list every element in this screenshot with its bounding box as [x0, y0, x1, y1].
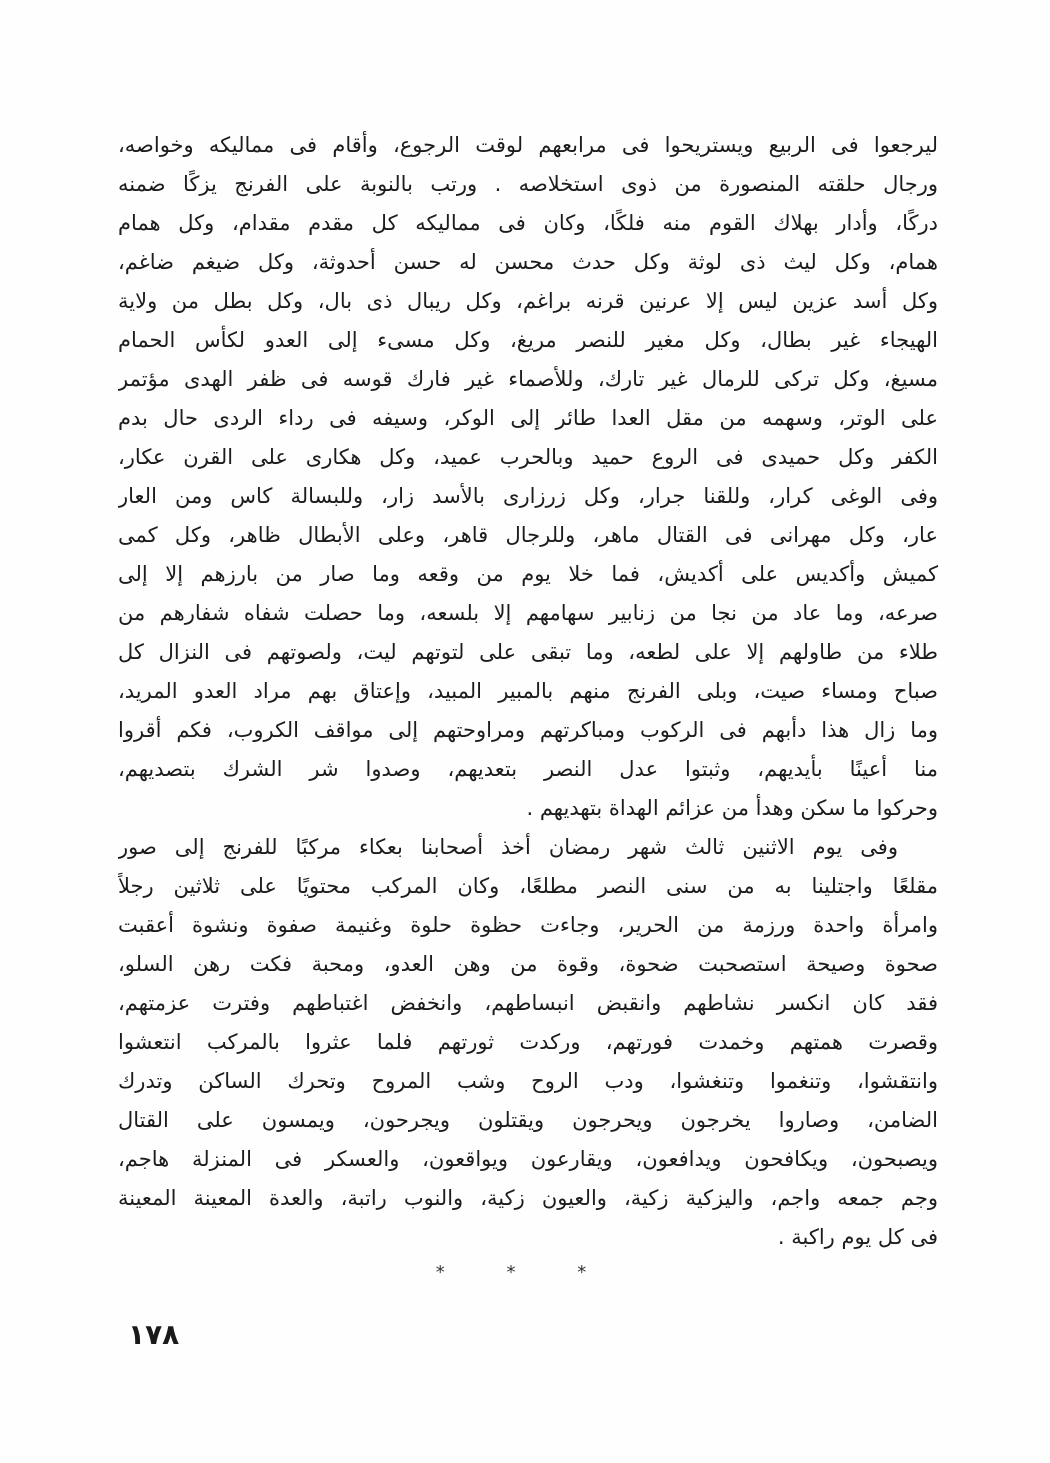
text-line: صباح ومساء صيت، وبلى الفرنج منهم بالمبير المبيد، وإعتاق بهم مراد العدو المريد،: [118, 679, 938, 703]
text-line: وكل أسد عزين ليس إلا عرنين قرنه براغم، وكل ريبال ذى بال، وكل بطل من ولاية: [118, 289, 938, 313]
text-line: وفى يوم الاثنين ثالث شهر رمضان أخذ أصحابنا بعكاء مركبًا للفرنج إلى صور: [118, 835, 898, 859]
text-line: الكفر وكل حميدى فى الروع حميد وبالحرب عميد، وكل هكارى على القرن عكار،: [118, 445, 938, 469]
text-line: عار، وكل مهرانى فى القتال ماهر، وللرجال قاهر، وعلى الأبطال ظاهر، وكل كمى: [118, 523, 938, 547]
text-line: وجم جمعه واجم، واليزكية زكية، والعيون زكية، والنوب راتبة، والعدة المعينة المعينة: [118, 1186, 938, 1210]
paragraph: [118, 828, 938, 1257]
text-line: كميش وأكديس على أكديش، فما خلا يوم من وقعه وما صار من بارزهم إلا إلى: [118, 562, 938, 586]
text-line: فقد كان انكسر نشاطهم وانقبض انبساطهم، وانخفض اغتباطهم وفترت عزمتهم،: [118, 991, 938, 1015]
section-separator: * * *: [435, 1262, 615, 1283]
text-line: صرعه، وما عاد من نجا من زنابير سهامهم إلا بلسعه، وما حصلت شفاه شفارهم من: [118, 601, 938, 625]
text-line: على الوتر، وسهمه من مقل العدا طائر إلى الوكر، وسيفه فى رداء الردى حال بدم: [118, 406, 938, 430]
text-line: صحوة وصيحة استصحبت ضحوة، وقوة من وهن العدو، ومحبة فكت رهن السلو،: [118, 952, 938, 976]
text-line: الهيجاء غير بطال، وكل مغير للنصر مريغ، وكل مسىء إلى العدو لكأس الحمام: [118, 328, 938, 352]
text-line: وامرأة واحدة ورزمة من الحرير، وجاءت حظوة حلوة وغنيمة صفوة ونشوة أعقبت: [118, 913, 938, 937]
page-number: ١٧٨: [128, 1318, 180, 1351]
text-line: فى كل يوم راكبة .: [777, 1225, 938, 1249]
body-text: [118, 126, 938, 1257]
text-line: همام، وكل ليث ذى لوثة وكل حدث محسن له حسن أحدوثة، وكل ضيغم ضاغم،: [118, 250, 938, 274]
text-line: وحركوا ما سكن وهدأ من عزائم الهداة بتهديهم .: [526, 796, 938, 820]
text-line: الضامن، وصاروا يخرجون ويحرجون ويقتلون ويجرحون، ويمسون على القتال: [118, 1108, 938, 1132]
text-line: ليرجعوا فى الربيع ويستريحوا فى مرابعهم لوقت الرجوع، وأقام فى مماليكه وخواصه،: [118, 133, 938, 157]
text-line: مسيغ، وكل تركى للرمال غير تارك، وللأصماء غير فارك قوسه فى ظفر الهدى مؤتمر: [118, 367, 938, 391]
text-line: منا أعينًا بأيديهم، وثبتوا عدل النصر بتعديهم، وصدوا شر الشرك بتصديهم،: [118, 757, 938, 781]
text-line: مقلعًا واجتلينا به من سنى النصر مطلعًا، وكان المركب محتويًا على ثلاثين رجلاً: [118, 874, 938, 898]
text-line: وانتقشوا، وتنغموا وتنغشوا، ودب الروح وشب المروح وتحرك الساكن وتدرك: [118, 1069, 938, 1093]
text-line: ويصبحون، ويكافحون ويدافعون، ويقارعون ويواقعون، والعسكر فى المنزلة هاجم،: [118, 1147, 938, 1171]
text-line: دركًا، وأدار بهلاك القوم منه فلكًا، وكان فى مماليكه كل مقدم مقدام، وكل همام: [118, 211, 938, 235]
text-line: ورجال حلقته المنصورة من ذوى استخلاصه . ورتب بالنوبة على الفرنج يزكًا ضمنه: [118, 172, 938, 196]
text-line: وفى الوغى كرار، وللقنا جرار، وكل زرزارى بالأسد زار، وللبسالة كاس ومن العار: [118, 484, 938, 508]
paragraph: [118, 126, 938, 828]
text-line: وقصرت همتهم وخمدت فورتهم، وركدت ثورتهم فلما عثروا بالمركب انتعشوا: [118, 1030, 938, 1054]
text-line: وما زال هذا دأبهم فى الركوب ومباكرتهم ومراوحتهم إلى مواقف الكروب، فكم أقروا: [118, 718, 938, 742]
text-line: طلاء من طاولهم إلا على لطعه، وما تبقى على لتوتهم ليت، ولصوتهم فى النزال كل: [118, 640, 938, 664]
